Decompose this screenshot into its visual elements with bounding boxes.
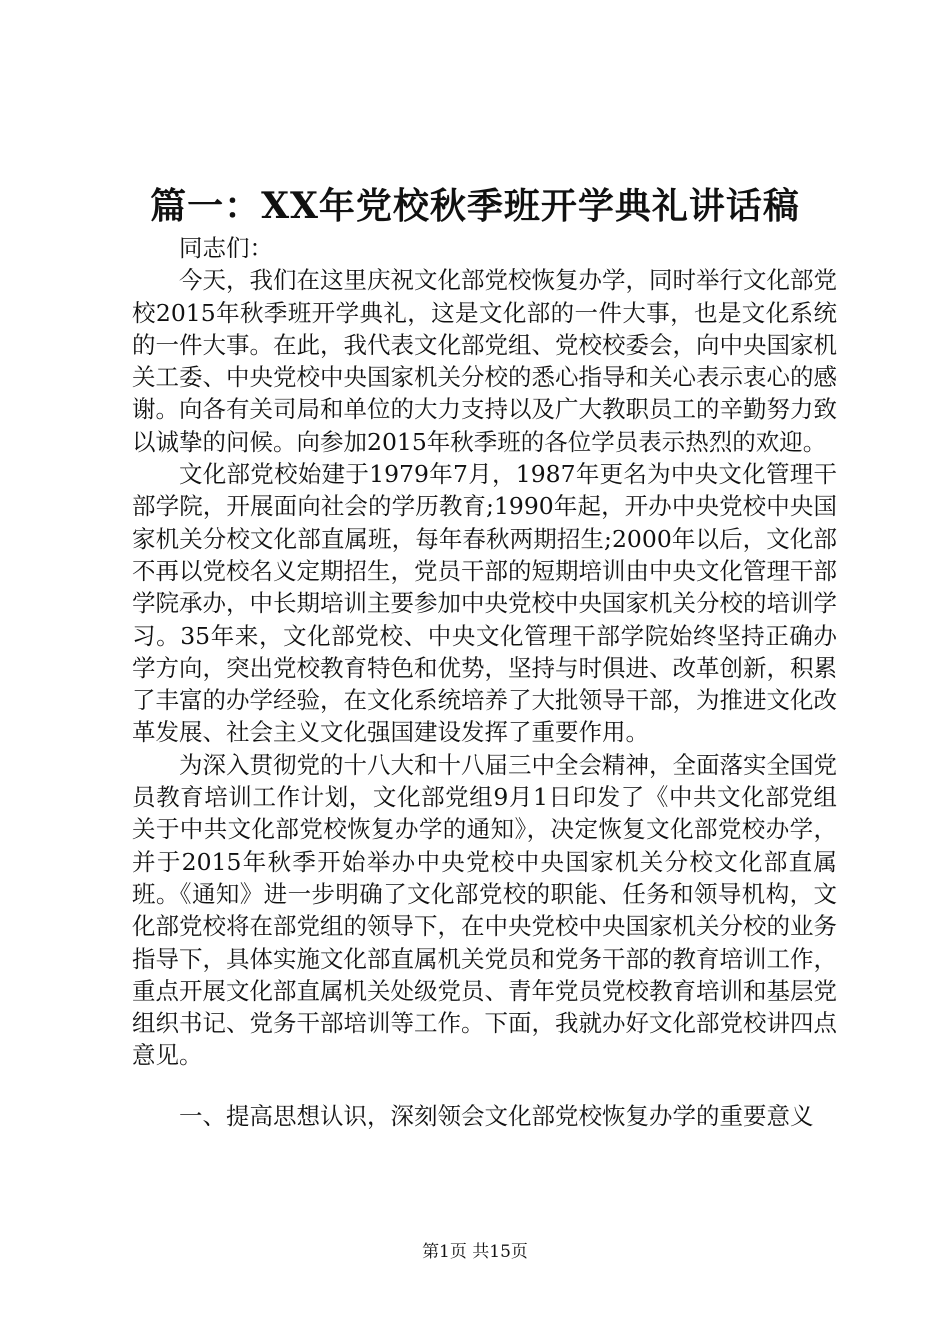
section-heading: 一、提高思想认识，深刻领会文化部党校恢复办学的重要意义 [179, 1101, 814, 1130]
paragraph-notice: 为深入贯彻党的十八大和十八届三中全会精神，全面落实全国党员教育培训工作计划，文化部党组9月1日印发了《中共文化部党组关于中共文化部党校恢复办学的通知》，决定恢复文化部党校办学，并于2015年秋季开始举办中央党校中央国家机关分校文化部直属班。《通知》进一步明确了文化部党校的职能、任务和领导机构，文化部党校将在部党组的领导下，在中央党校中央国家机关分校的业务指导下，具体实施文化部直属机关党员和党务干部的教育培训工作，重点开展文化部直属机关处级党员、青年党员党校教育培训和基层党组织书记、党务干部培训等工作。下面，我就办好文化部党校讲四点意见。 [132, 750, 837, 1070]
page-footer: 第1页 共15页 [422, 1242, 528, 1262]
paragraph-opening: 今天，我们在这里庆祝文化部党校恢复办学，同时举行文化部党校2015年秋季班开学典礼，这是文化部的一件大事，也是文化系统的一件大事。在此，我代表文化部党组、党校校委会，向中央国家机关工委、中央党校中央国家机关分校的悉心指导和关心表示衷心的感谢。向各有关司局和单位的大力支持以及广大教职员工的辛勤努力致以诚挚的问候。向参加2015年秋季班的各位学员表示热烈的欢迎。 [132, 266, 837, 456]
document-body [132, 232, 837, 1132]
document-title: 篇一：XX年党校秋季班开学典礼讲话稿 [150, 185, 800, 227]
paragraph-history: 文化部党校始建于1979年7月，1987年更名为中央文化管理干部学院，开展面向社会的学历教育;1990年起，开办中央党校中央国家机关分校文化部直属班，每年春秋两期招生;2000年以后，文化部不再以党校名义定期招生，党员干部的短期培训由中央文化管理干部学院承办，中长期培训主要参加中央党校中央国家机关分校的培训学习。35年来，文化部党校、中央文化管理干部学院始终坚持正确办学方向，突出党校教育特色和优势，坚持与时俱进、改革创新，积累了丰富的办学经验，在文化系统培养了大批领导干部，为推进文化改革发展、社会主义文化强国建设发挥了重要作用。 [132, 460, 837, 747]
salutation: 同志们： [179, 234, 273, 262]
